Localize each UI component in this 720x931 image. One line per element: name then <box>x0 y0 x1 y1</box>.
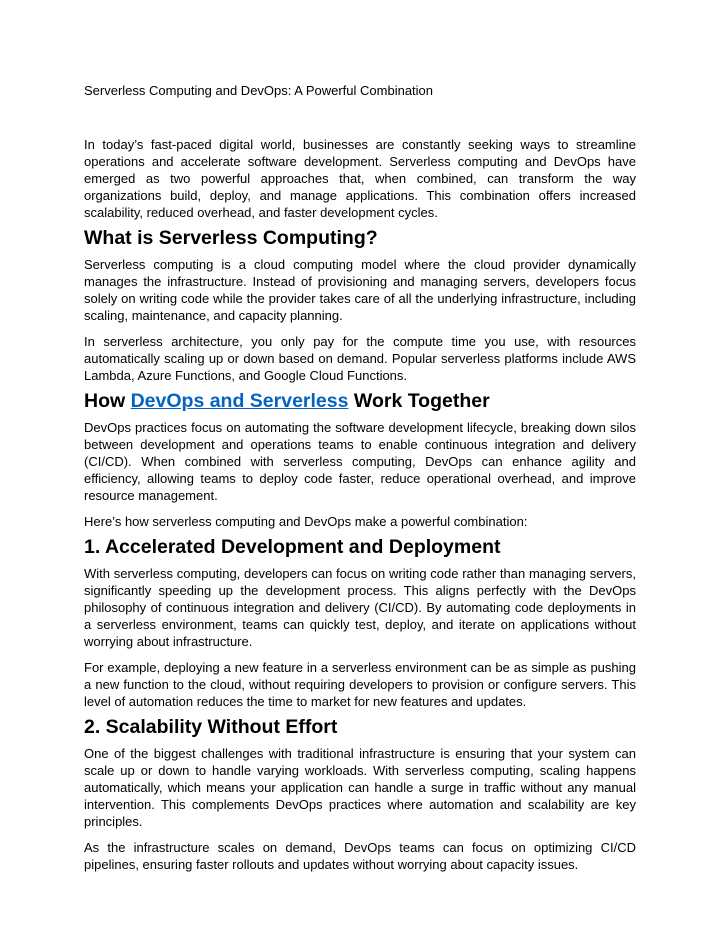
document-content <box>84 82 636 882</box>
heading-accelerated-development: 1. Accelerated Development and Deployment <box>84 536 501 558</box>
heading-text: How <box>84 390 131 412</box>
infrastructure-scales-paragraph: As the infrastructure scales on demand, DevOps teams can focus on optimizing CI/CD pipelines, ensuring faster rollouts and updates without worrying about capacity issues. <box>84 840 636 872</box>
heading-text: Work Together <box>348 390 490 412</box>
heading-what-is-serverless: What is Serverless Computing? <box>84 227 378 249</box>
devops-practices-paragraph: DevOps practices focus on automating the software development lifecycle, breaking down silos between development and operations teams to enable continuous integration and delivery (CI/CD). When combined with serverless computing, DevOps can enhance agility and efficiency, allowing teams to deploy code faster, reduce operational overhead, and improve resource management. <box>84 420 636 503</box>
accelerated-development-paragraph: With serverless computing, developers can focus on writing code rather than managing servers, significantly speeding up the development process. This aligns perfectly with the DevOps philosophy of continuous integration and delivery (CI/CD). By automating code deployments in a serverless environment, teams can quickly test, deploy, and iterate on applications without worrying about infrastructure. <box>84 566 636 649</box>
document-title: Serverless Computing and DevOps: A Powerful Combination <box>84 83 434 98</box>
devops-and-serverless-link[interactable]: DevOps and Serverless <box>130 390 349 412</box>
serverless-definition-paragraph: Serverless computing is a cloud computing model where the cloud provider dynamically manages the infrastructure. Instead of provisioning and managing servers, developers focus solely on writing code while the provider takes care of all the underlying infrastructure, including scaling, maintenance, and capacity planning. <box>84 257 636 323</box>
combination-lead-in-paragraph: Here’s how serverless computing and DevOps make a powerful combination: <box>84 514 528 529</box>
deployment-example-paragraph: For example, deploying a new feature in a serverless environment can be as simple as pushing a new function to the cloud, without requiring developers to provision or configure servers. This level of automation reduces the time to market for new features and updates. <box>84 660 636 709</box>
heading-how-devops-serverless-work-together <box>84 390 636 412</box>
intro-paragraph: In today’s fast-paced digital world, businesses are constantly seeking ways to streamline operations and accelerate software development. Serverless computing and DevOps have emerged as two powerful approaches that, when combined, can transform the way organizations build, deploy, and manage applications. This combination offers increased scalability, reduced overhead, and faster development cycles. <box>84 137 636 220</box>
heading-scalability-without-effort: 2. Scalability Without Effort <box>84 716 338 738</box>
scalability-paragraph: One of the biggest challenges with traditional infrastructure is ensuring that your system can scale up or down to handle varying workloads. With serverless computing, scaling happens automatically, which means your application can handle a surge in traffic without any manual intervention. This complements DevOps practices where automation and scalability are key principles. <box>84 746 636 829</box>
serverless-platforms-paragraph: In serverless architecture, you only pay for the compute time you use, with resources automatically scaling up or down based on demand. Popular serverless platforms include AWS Lambda, Azure Functions, and Google Cloud Functions. <box>84 334 636 383</box>
